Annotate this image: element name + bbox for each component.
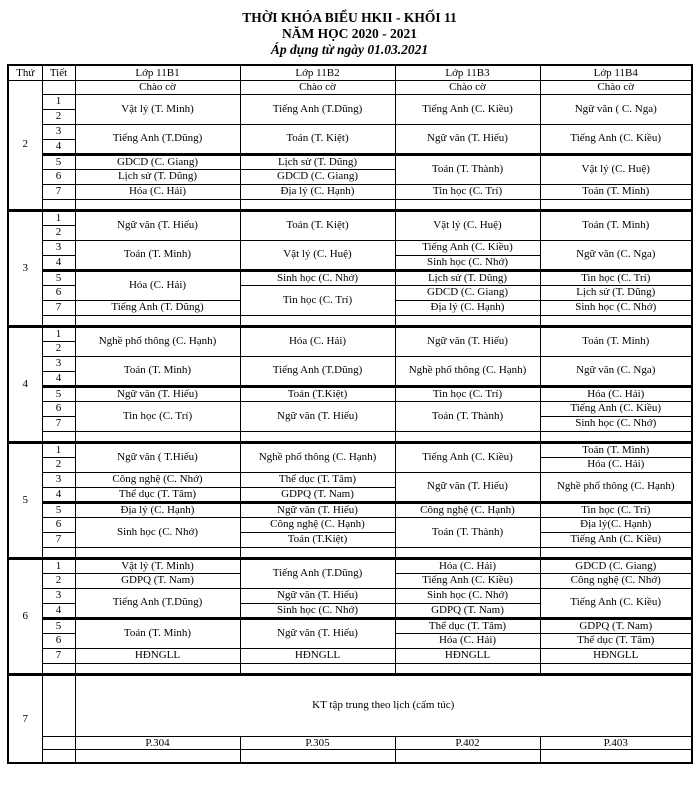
- subject-cell: Vật lý (C. Huệ): [540, 154, 692, 184]
- subject-cell: HĐNGLL: [75, 648, 240, 663]
- period-row: [8, 517, 692, 532]
- period-row: [8, 618, 692, 633]
- spacer-row: [8, 315, 692, 326]
- tail-cell: [240, 749, 395, 763]
- period-cell: 4: [42, 371, 75, 386]
- subject-cell: Địa lý(C. Hạnh): [540, 517, 692, 532]
- page-subtitle-effective-date: Áp dụng từ ngày 01.03.2021: [270, 42, 429, 57]
- subject-cell: Tin học (C. Trí): [540, 270, 692, 285]
- subject-cell: Toán (T.Kiệt): [240, 386, 395, 401]
- period-cell-empty: [42, 674, 75, 736]
- subject-cell: Toán (T. Minh): [75, 356, 240, 386]
- day-cell: 3: [8, 210, 42, 326]
- subject-cell: Tiếng Anh (C. Kiều): [395, 442, 540, 472]
- subject-cell: Tin học (C. Trí): [240, 285, 395, 315]
- spacer-cell: [395, 663, 540, 674]
- subject-cell: Toán (T. Thành): [395, 154, 540, 184]
- subject-cell: Sinh học (C. Nhớ): [540, 416, 692, 431]
- subject-cell: Vật lý (C. Huệ): [395, 210, 540, 240]
- exam-note-cell: KT tập trung theo lịch (cấm túc): [75, 674, 692, 736]
- subject-cell: Vật lý (T. Minh): [75, 94, 240, 124]
- subject-cell: Tiếng Anh (C. Kiều): [540, 588, 692, 618]
- subject-cell: Thể dục (T. Tâm): [75, 487, 240, 502]
- subject-cell: GDPQ (T. Nam): [540, 618, 692, 633]
- assembly-cell: Chào cờ: [75, 80, 240, 94]
- page-subtitle-year: NĂM HỌC 2020 - 2021: [282, 26, 417, 41]
- subject-cell: Toán (T. Minh): [540, 442, 692, 457]
- period-row: [8, 502, 692, 517]
- subject-cell: Hóa (C. Hải): [540, 457, 692, 472]
- spacer-cell: [42, 547, 75, 558]
- subject-cell: Nghề phổ thông (C. Hạnh): [395, 356, 540, 386]
- subject-cell: Toán (T. Kiệt): [240, 124, 395, 154]
- subject-cell: Tiếng Anh (T.Dũng): [240, 356, 395, 386]
- subject-cell: Ngữ văn (T. Hiếu): [75, 386, 240, 401]
- period-cell: 6: [42, 169, 75, 184]
- subject-cell: Sinh học (C. Nhớ): [540, 300, 692, 315]
- spacer-cell: [540, 663, 692, 674]
- subject-cell: Tiếng Anh (C. Kiều): [540, 401, 692, 416]
- subject-cell: Tiếng Anh (C. Kiều): [395, 573, 540, 588]
- subject-cell: Lịch sử (T. Dũng): [540, 285, 692, 300]
- subject-cell: Hóa (C. Hải): [75, 184, 240, 199]
- spacer-cell: [240, 663, 395, 674]
- period-cell: 1: [42, 558, 75, 573]
- period-cell: 3: [42, 124, 75, 139]
- spacer-cell: [540, 315, 692, 326]
- subject-cell: Tiếng Anh (T. Dũng): [75, 300, 240, 315]
- subject-cell: HĐNGLL: [395, 648, 540, 663]
- subject-cell: Vật lý (T. Minh): [75, 558, 240, 573]
- day-cell: 4: [8, 326, 42, 442]
- subject-cell: Sinh học (C. Nhớ): [75, 517, 240, 547]
- subject-cell: Tiếng Anh (T.Dũng): [75, 588, 240, 618]
- spacer-cell: [75, 663, 240, 674]
- subject-cell: Toán (T.Kiệt): [240, 532, 395, 547]
- assembly-row: [8, 80, 692, 94]
- spacer-cell: [75, 199, 240, 210]
- subject-cell: Tiếng Anh (T.Dũng): [75, 124, 240, 154]
- period-row: [8, 124, 692, 139]
- spacer-cell: [42, 315, 75, 326]
- day-cell: 6: [8, 558, 42, 674]
- period-row: [8, 94, 692, 109]
- period-row: [8, 356, 692, 371]
- subject-cell: Toán (T. Minh): [75, 240, 240, 270]
- period-cell: 7: [42, 416, 75, 431]
- subject-cell: Địa lý (C. Hạnh): [240, 184, 395, 199]
- period-cell: 1: [42, 442, 75, 457]
- subject-cell: Thể dục (T. Tâm): [395, 618, 540, 633]
- period-row: [8, 240, 692, 255]
- period-row: [8, 270, 692, 285]
- spacer-cell: [395, 547, 540, 558]
- subject-cell: Ngữ văn (T. Hiếu): [395, 472, 540, 502]
- spacer-row: [8, 547, 692, 558]
- period-cell: 2: [42, 573, 75, 588]
- period-cell: 1: [42, 210, 75, 225]
- subject-cell: Công nghệ (C. Nhớ): [75, 472, 240, 487]
- header-cell: Lớp 11B2: [240, 65, 395, 80]
- period-cell: 4: [42, 603, 75, 618]
- day-cell: 5: [8, 442, 42, 558]
- subject-cell: Tiếng Anh (C. Kiều): [395, 94, 540, 124]
- subject-cell: HĐNGLL: [240, 648, 395, 663]
- period-row: [8, 154, 692, 169]
- subject-cell: Ngữ văn (T. Hiếu): [240, 588, 395, 603]
- spacer-row: [8, 199, 692, 210]
- period-cell: 6: [42, 285, 75, 300]
- period-row: [8, 442, 692, 457]
- period-cell: 4: [42, 255, 75, 270]
- subject-cell: Nghề phổ thông (C. Hạnh): [540, 472, 692, 502]
- subject-cell: Ngữ văn (C. Nga): [540, 240, 692, 270]
- period-cell: 3: [42, 588, 75, 603]
- tail-row: [8, 749, 692, 763]
- room-cell: P.305: [240, 736, 395, 749]
- subject-cell: Toán (T. Thành): [395, 401, 540, 431]
- subject-cell: Tiếng Anh (C. Kiều): [540, 124, 692, 154]
- period-cell: 5: [42, 154, 75, 169]
- period-cell: 5: [42, 618, 75, 633]
- day-cell: 7: [8, 674, 42, 763]
- subject-cell: Nghề phổ thông (C. Hạnh): [240, 442, 395, 472]
- header-row: [8, 65, 692, 80]
- subject-cell: Công nghệ (C. Nhớ): [540, 573, 692, 588]
- spacer-cell: [75, 315, 240, 326]
- subject-cell: Sinh học (C. Nhớ): [395, 588, 540, 603]
- subject-cell: GDPQ (T. Nam): [75, 573, 240, 588]
- spacer-cell: [42, 431, 75, 442]
- subject-cell: GDCD (C. Giang): [540, 558, 692, 573]
- subject-cell: Địa lý (C. Hạnh): [75, 502, 240, 517]
- period-row: [8, 326, 692, 341]
- subject-cell: GDPQ (T. Nam): [240, 487, 395, 502]
- subject-cell: Thể dục (T. Tâm): [540, 633, 692, 648]
- assembly-cell: Chào cờ: [240, 80, 395, 94]
- subject-cell: Ngữ văn (T. Hiếu): [75, 210, 240, 240]
- period-row: [8, 648, 692, 663]
- period-cell: 7: [42, 300, 75, 315]
- period-row: [8, 386, 692, 401]
- period-cell: 1: [42, 94, 75, 109]
- spacer-cell: [395, 199, 540, 210]
- period-cell: 7: [42, 648, 75, 663]
- subject-cell: Toán (T. Minh): [540, 210, 692, 240]
- period-cell: 6: [42, 633, 75, 648]
- subject-cell: Hóa (C. Hải): [395, 558, 540, 573]
- room-cell: P.402: [395, 736, 540, 749]
- subject-cell: Hóa (C. Hải): [395, 633, 540, 648]
- spacer-cell: [240, 199, 395, 210]
- period-cell: 5: [42, 270, 75, 285]
- spacer-cell: [540, 199, 692, 210]
- subject-cell: GDPQ (T. Nam): [395, 603, 540, 618]
- room-cell: P.304: [75, 736, 240, 749]
- period-cell: 2: [42, 109, 75, 124]
- period-cell: 6: [42, 517, 75, 532]
- spacer-cell: [42, 199, 75, 210]
- period-row: [8, 472, 692, 487]
- period-cell: 5: [42, 386, 75, 401]
- tail-cell: [75, 749, 240, 763]
- subject-cell: Toán (T. Minh): [540, 184, 692, 199]
- header-cell: Lớp 11B4: [540, 65, 692, 80]
- tail-cell: [540, 749, 692, 763]
- subject-cell: Toán (T. Minh): [540, 326, 692, 356]
- period-cell: 5: [42, 502, 75, 517]
- subject-cell: Lịch sử (T. Dũng): [240, 154, 395, 169]
- subject-cell: Tiếng Anh (T.Dũng): [240, 558, 395, 588]
- subject-cell: Sinh học (C. Nhớ): [240, 603, 395, 618]
- subject-cell: Ngữ văn (T. Hiếu): [240, 618, 395, 648]
- exam-note-row: [8, 674, 692, 736]
- subject-cell: GDCD (C. Giang): [395, 285, 540, 300]
- subject-cell: Sinh học (C. Nhớ): [395, 255, 540, 270]
- subject-cell: Toán (T. Kiệt): [240, 210, 395, 240]
- period-cell: 7: [42, 532, 75, 547]
- spacer-cell: [240, 547, 395, 558]
- header-cell: Tiết: [42, 65, 75, 80]
- spacer-cell: [395, 431, 540, 442]
- spacer-cell: [75, 547, 240, 558]
- period-cell: 2: [42, 225, 75, 240]
- subject-cell: Lịch sử (T. Dũng): [75, 169, 240, 184]
- period-cell: 3: [42, 472, 75, 487]
- assembly-cell: Chào cờ: [540, 80, 692, 94]
- subject-cell: Hóa (C. Hải): [240, 326, 395, 356]
- page-title: THỜI KHÓA BIỂU HKII - KHỐI 11: [242, 10, 457, 25]
- subject-cell: Vật lý (C. Huệ): [240, 240, 395, 270]
- subject-cell: Ngữ văn (T. Hiếu): [240, 401, 395, 431]
- period-cell-empty: [42, 749, 75, 763]
- header-cell: Lớp 11B1: [75, 65, 240, 80]
- spacer-cell: [42, 663, 75, 674]
- subject-cell: Ngữ văn (T. Hiếu): [395, 124, 540, 154]
- spacer-cell: [540, 431, 692, 442]
- subject-cell: Toán (T. Thành): [395, 517, 540, 547]
- period-row: [8, 558, 692, 573]
- period-cell: 6: [42, 401, 75, 416]
- subject-cell: Ngữ văn (T. Hiếu): [395, 326, 540, 356]
- subject-cell: Tiếng Anh (T.Dũng): [240, 94, 395, 124]
- period-cell-empty: [42, 80, 75, 94]
- period-row: [8, 401, 692, 416]
- period-cell: 4: [42, 139, 75, 154]
- period-cell: 3: [42, 356, 75, 371]
- timetable-table: [7, 64, 693, 764]
- day-cell: 2: [8, 80, 42, 210]
- subject-cell: Công nghệ (C. Hạnh): [240, 517, 395, 532]
- subject-cell: Sinh học (C. Nhớ): [240, 270, 395, 285]
- period-row: [8, 588, 692, 603]
- subject-cell: Tin học (C. Trí): [75, 401, 240, 431]
- subject-cell: HĐNGLL: [540, 648, 692, 663]
- subject-cell: Toán (T. Minh): [75, 618, 240, 648]
- period-cell: 4: [42, 487, 75, 502]
- spacer-row: [8, 663, 692, 674]
- spacer-cell: [240, 315, 395, 326]
- period-cell: 3: [42, 240, 75, 255]
- subject-cell: GDCD (C. Giang): [240, 169, 395, 184]
- subject-cell: Ngữ văn (T. Hiếu): [240, 502, 395, 517]
- period-row: [8, 210, 692, 225]
- header-cell: Lớp 11B3: [395, 65, 540, 80]
- title-block: [7, 10, 692, 58]
- period-cell: 1: [42, 326, 75, 341]
- room-cell: P.403: [540, 736, 692, 749]
- period-cell: 2: [42, 341, 75, 356]
- subject-cell: Ngữ văn ( T.Hiếu): [75, 442, 240, 472]
- period-cell: 2: [42, 457, 75, 472]
- subject-cell: Nghề phổ thông (C. Hạnh): [75, 326, 240, 356]
- subject-cell: Hóa (C. Hải): [75, 270, 240, 300]
- subject-cell: Tin học (C. Trí): [540, 502, 692, 517]
- subject-cell: Công nghệ (C. Hạnh): [395, 502, 540, 517]
- period-cell: 7: [42, 184, 75, 199]
- subject-cell: Ngữ văn ( C. Nga): [540, 94, 692, 124]
- subject-cell: Tin học (C. Trí): [395, 184, 540, 199]
- subject-cell: Tiếng Anh (C. Kiều): [540, 532, 692, 547]
- assembly-cell: Chào cờ: [395, 80, 540, 94]
- subject-cell: Ngữ văn (C. Nga): [540, 356, 692, 386]
- tail-cell: [395, 749, 540, 763]
- spacer-row: [8, 431, 692, 442]
- spacer-cell: [75, 431, 240, 442]
- header-cell: Thứ: [8, 65, 42, 80]
- subject-cell: Thể dục (T. Tâm): [240, 472, 395, 487]
- period-cell-empty: [42, 736, 75, 749]
- subject-cell: Tiếng Anh (C. Kiều): [395, 240, 540, 255]
- subject-cell: GDCD (C. Giang): [75, 154, 240, 169]
- spacer-cell: [395, 315, 540, 326]
- room-row: [8, 736, 692, 749]
- subject-cell: Tin học (C. Trí): [395, 386, 540, 401]
- period-row: [8, 184, 692, 199]
- subject-cell: Hóa (C. Hải): [540, 386, 692, 401]
- spacer-cell: [540, 547, 692, 558]
- spacer-cell: [240, 431, 395, 442]
- subject-cell: Địa lý (C. Hạnh): [395, 300, 540, 315]
- subject-cell: Lịch sử (T. Dũng): [395, 270, 540, 285]
